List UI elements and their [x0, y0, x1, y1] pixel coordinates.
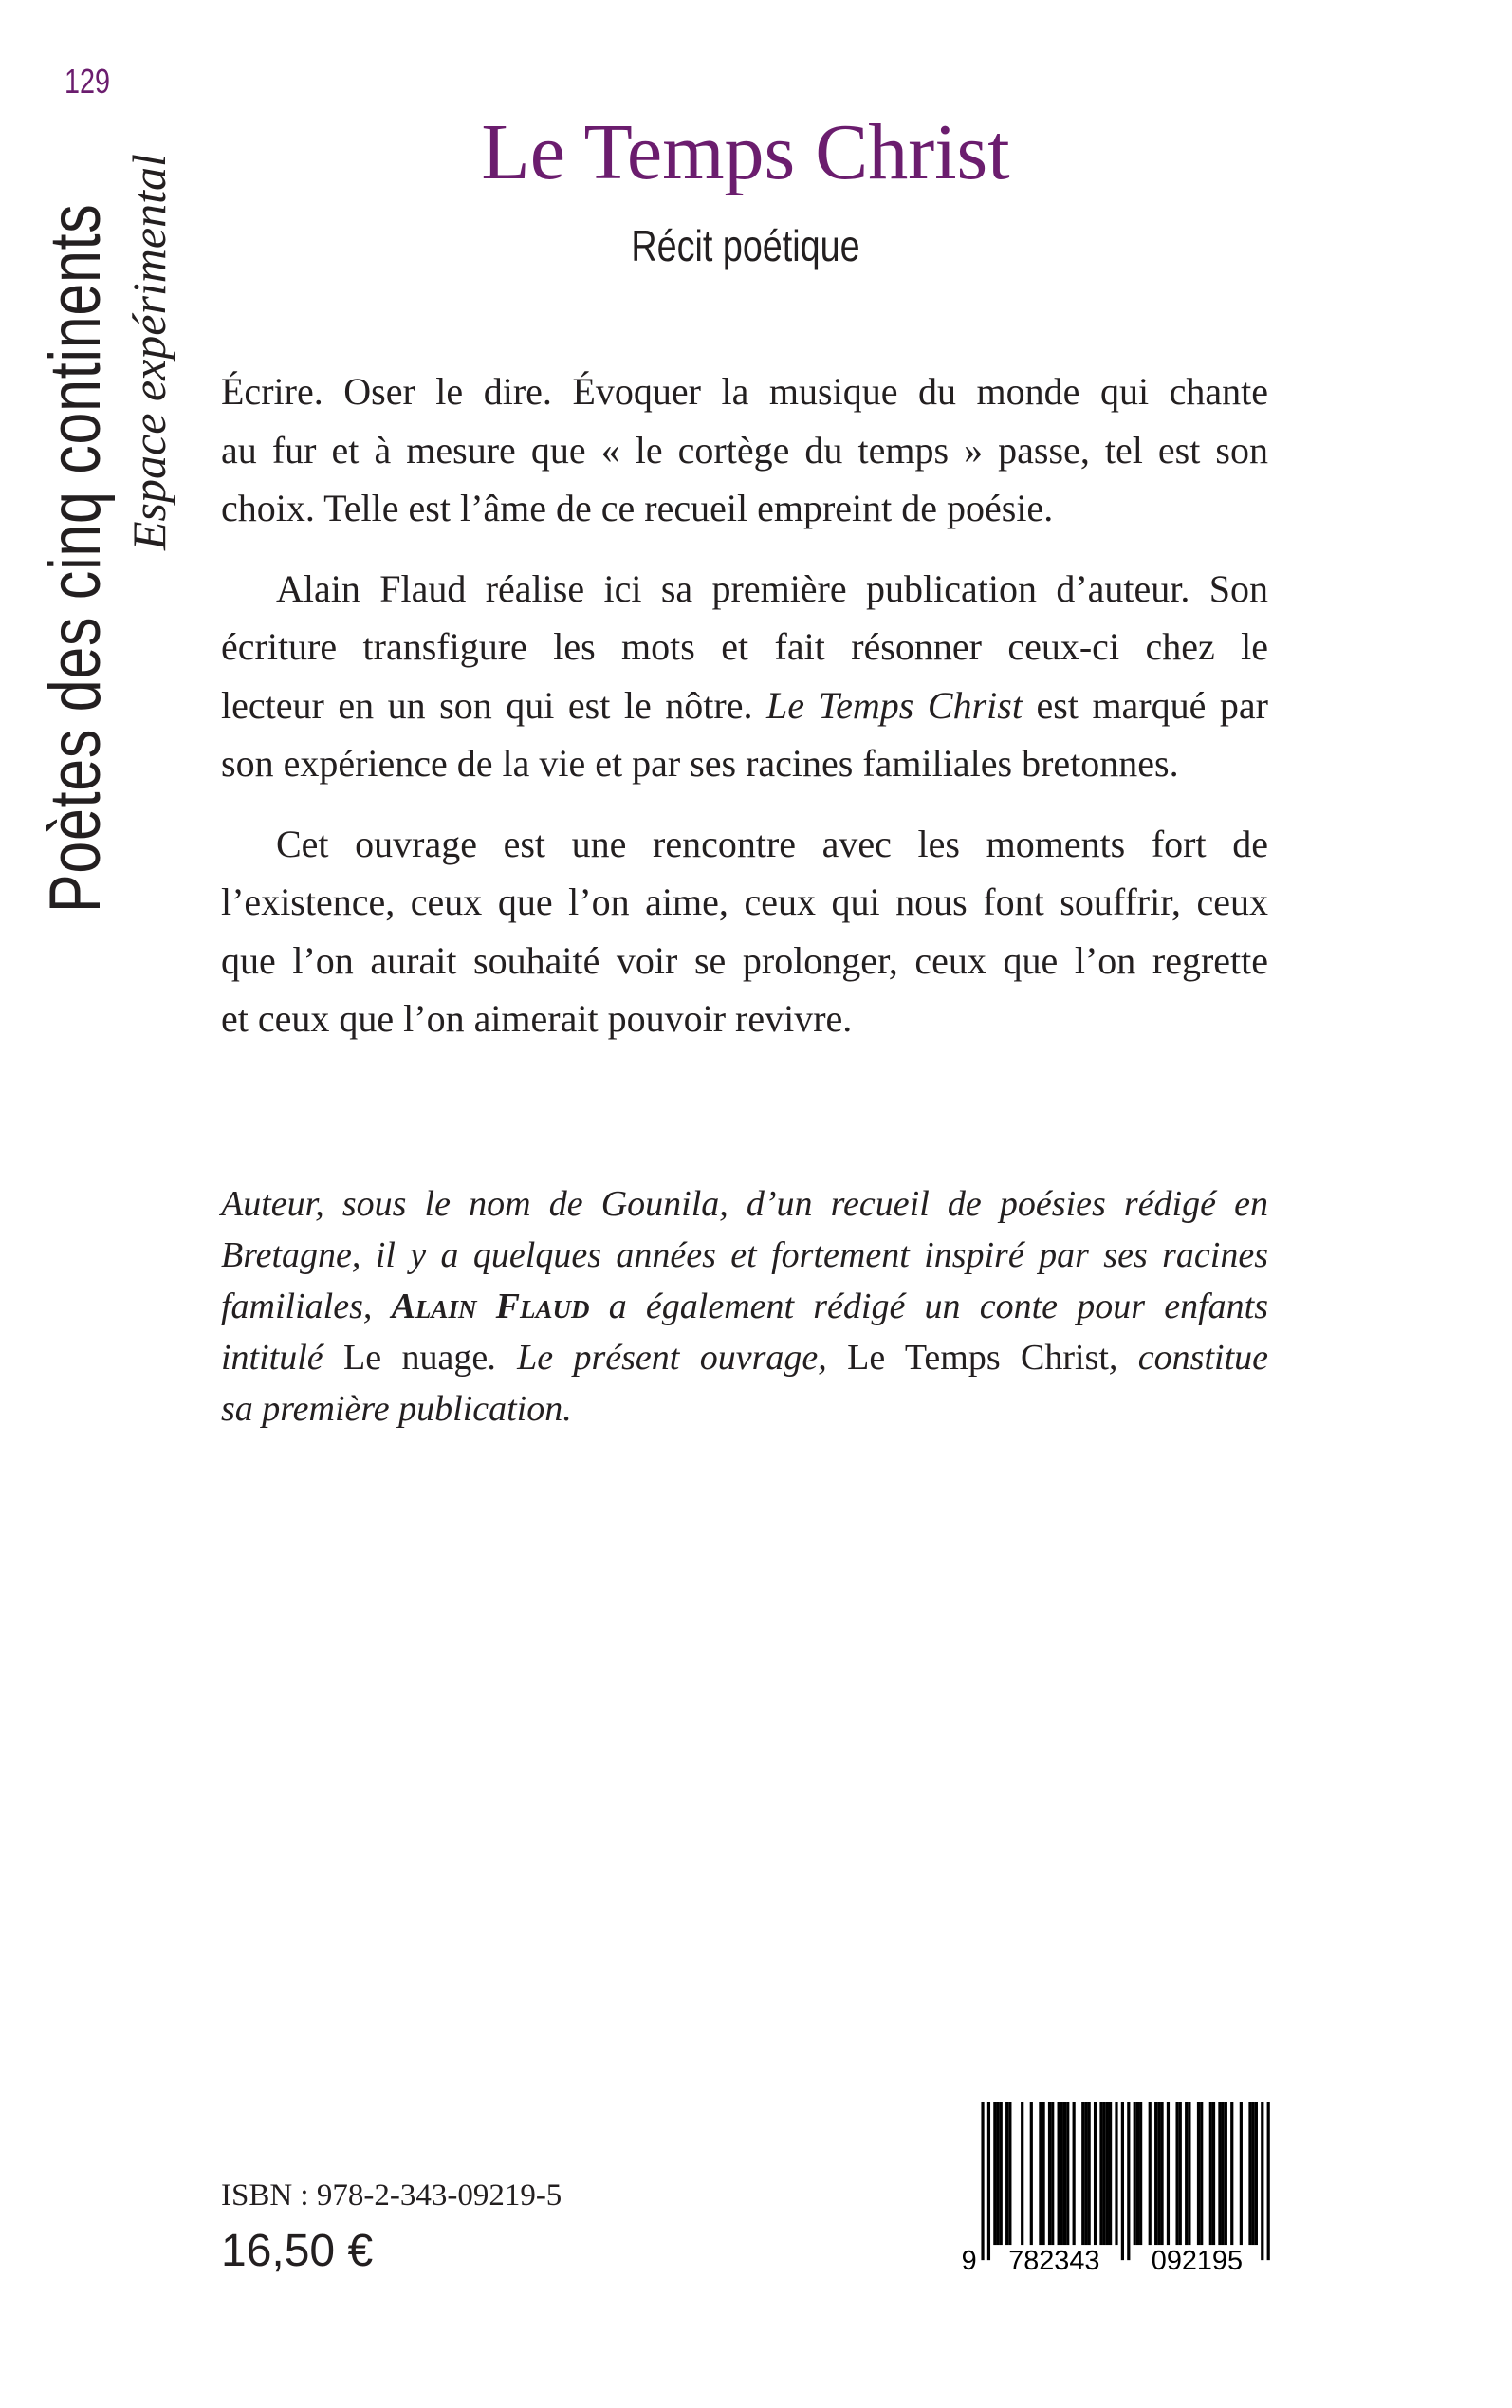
barcode-bar [987, 2102, 990, 2260]
barcode-bar [1063, 2102, 1066, 2245]
barcode-graphic [960, 2102, 1273, 2272]
barcode-bar [1212, 2102, 1215, 2245]
barcode-bar [1109, 2102, 1112, 2245]
barcode-bar [1157, 2102, 1160, 2245]
text-line: son expérience de la vie et par ses racines familiales bretonnes. [221, 742, 1179, 785]
text-line: écriture transfigure les mots et fait résonner ceux-ci chez le [221, 625, 1268, 668]
barcode-bar [1160, 2102, 1163, 2245]
text-segment: lecteur en un son qui est le nôtre. [221, 683, 767, 727]
text-line: au fur et à mesure que « le cortège du temps » passe, tel est son [221, 428, 1268, 472]
book-subtitle: Récit poétique [631, 221, 860, 270]
work-title: Le Temps Christ [847, 1338, 1109, 1378]
barcode-digits: 782343 [1008, 2245, 1100, 2272]
barcode-bar [1103, 2102, 1106, 2245]
text-segment: intitulé [221, 1338, 344, 1378]
barcode-bar [1084, 2102, 1087, 2245]
barcode-bar [1115, 2102, 1117, 2245]
barcode-bar [996, 2102, 999, 2245]
text-line [221, 676, 1268, 735]
text-line: Alain Flaud réalise ici sa première publication d’auteur. Son [276, 566, 1268, 610]
book-title: Le Temps Christ [481, 108, 1010, 196]
barcode-bar [1042, 2102, 1045, 2245]
series-name: Poètes des cinq continents [35, 203, 116, 913]
text-line: et ceux que l’on aimerait pouvoir revivre. [221, 997, 853, 1040]
isbn: ISBN : 978-2-343-09219-5 [221, 2178, 562, 2213]
barcode [960, 2102, 1273, 2272]
barcode-bar [1008, 2102, 1011, 2245]
summary [221, 362, 1268, 1070]
text-line [221, 1281, 1268, 1332]
barcode-bar [1030, 2102, 1033, 2245]
barcode-bar [1252, 2102, 1255, 2245]
barcode-bar [1267, 2102, 1270, 2260]
barcode-bar [1021, 2102, 1023, 2245]
barcode-bar [1106, 2102, 1109, 2245]
barcode-bar [1066, 2102, 1069, 2245]
barcode-bar [1167, 2102, 1170, 2245]
author-bio [221, 1178, 1268, 1435]
barcode-bar [1240, 2102, 1243, 2245]
barcode-bar [1188, 2102, 1190, 2245]
summary-paragraph-3 [221, 815, 1268, 1048]
text-line [221, 1332, 1268, 1383]
barcode-bar [981, 2102, 984, 2260]
barcode-bar [1048, 2102, 1051, 2245]
barcode-bar [1200, 2102, 1203, 2245]
barcode-bar [1134, 2102, 1136, 2245]
barcode-bar [1039, 2102, 1042, 2245]
barcode-bar [1149, 2102, 1152, 2245]
barcode-bar [1121, 2102, 1124, 2260]
barcode-bar [1094, 2102, 1097, 2245]
barcode-bar [1060, 2102, 1063, 2245]
text-line: que l’on aurait souhaité voir se prolonger, ceux que l’on regrette [221, 938, 1268, 982]
barcode-bar [1051, 2102, 1054, 2245]
text-line: sa première publication. [221, 1389, 572, 1429]
barcode-bar [1000, 2102, 1003, 2245]
text-segment: , constitue [1108, 1338, 1268, 1378]
barcode-bar [1248, 2102, 1251, 2245]
barcode-digits: 092195 [1151, 2245, 1244, 2272]
barcode-bar [1058, 2102, 1060, 2245]
barcode-bar [1099, 2102, 1102, 2245]
barcode-bar [993, 2102, 996, 2245]
barcode-bar [1139, 2102, 1142, 2245]
collection-number: 129 [65, 62, 111, 101]
barcode-bar [1127, 2102, 1130, 2260]
barcode-bar [1136, 2102, 1139, 2245]
text-line: Cet ouvrage est une rencontre avec les moments fort de [276, 822, 1268, 865]
barcode-bar [1230, 2102, 1233, 2245]
text-line: Bretagne, il y a quelques années et fortement inspiré par ses racines [221, 1235, 1268, 1275]
barcode-bar [1179, 2102, 1182, 2245]
barcode-bar [1175, 2102, 1178, 2245]
work-title: Le nuage [343, 1338, 489, 1378]
barcode-bar [1225, 2102, 1227, 2245]
barcode-bar [1209, 2102, 1212, 2245]
collection-name: Espace expérimental [122, 154, 175, 550]
barcode-bar [1218, 2102, 1221, 2245]
barcode-bar [1197, 2102, 1200, 2245]
text-line: l’existence, ceux que l’on aime, ceux qui nous font souffrir, ceux [221, 880, 1268, 923]
barcode-bar [1154, 2102, 1157, 2245]
text-segment: familiales, [221, 1287, 392, 1326]
barcode-bar [1261, 2102, 1263, 2260]
barcode-digits: 9 [961, 2245, 977, 2272]
text-line: Auteur, sous le nom de Gounila, d’un recueil de poésies rédigé en [221, 1184, 1268, 1224]
text-segment: a également rédigé un conte pour enfants [589, 1287, 1268, 1326]
summary-paragraph-2 [221, 560, 1268, 793]
barcode-bar [1088, 2102, 1091, 2245]
barcode-bar [1255, 2102, 1258, 2245]
barcode-bar [1081, 2102, 1084, 2245]
barcode-bar [1222, 2102, 1225, 2245]
barcode-bar [1005, 2102, 1008, 2245]
price: 16,50 € [221, 2226, 374, 2276]
text-segment: . Le présent ouvrage, [488, 1338, 848, 1378]
barcode-bar [1073, 2102, 1076, 2245]
summary-paragraph-1 [221, 362, 1268, 538]
author-name: Alain Flaud [391, 1287, 590, 1326]
barcode-bar [1185, 2102, 1188, 2245]
text-line: Écrire. Oser le dire. Évoquer la musique du monde qui chante [221, 370, 1268, 413]
book-title-inline: Le Temps Christ [766, 683, 1023, 727]
text-line: choix. Telle est l’âme de ce recueil empreint de poésie. [221, 487, 1054, 529]
text-segment: est marqué par [1022, 683, 1268, 727]
